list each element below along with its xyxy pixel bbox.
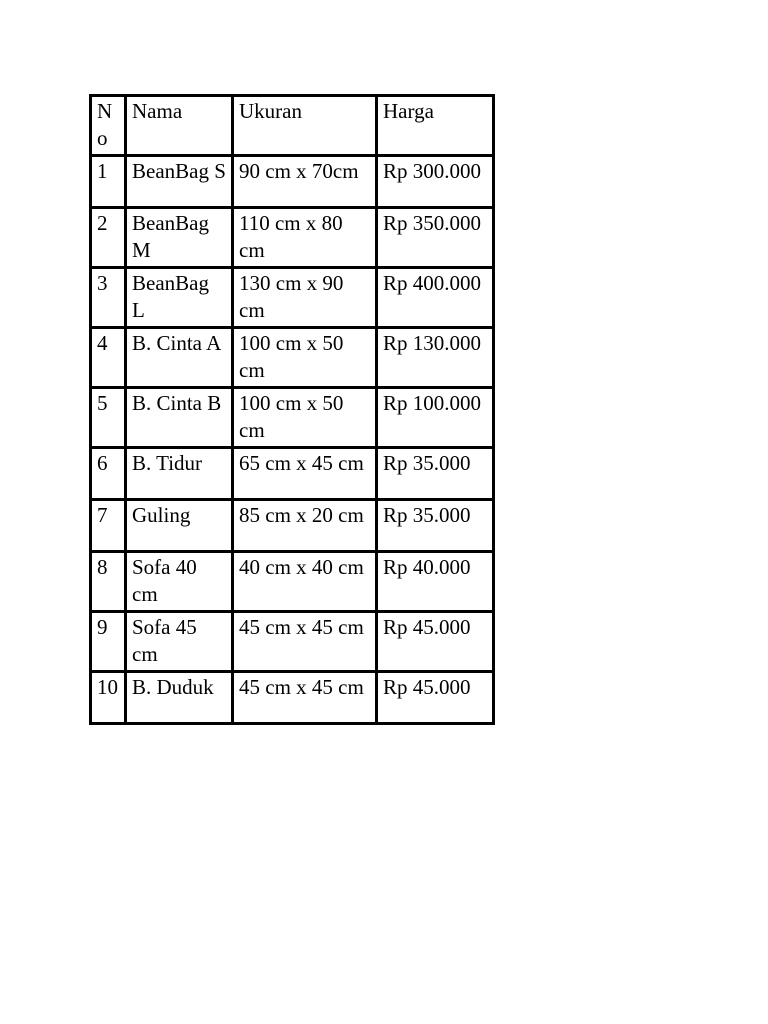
cell-nama: BeanBag L	[126, 268, 233, 328]
cell-no: 7	[91, 500, 126, 552]
cell-harga: Rp 400.000	[377, 268, 494, 328]
header-no: No	[91, 96, 126, 156]
cell-ukuran: 100 cm x 50 cm	[233, 388, 377, 448]
cell-nama: B. Cinta B	[126, 388, 233, 448]
cell-ukuran: 45 cm x 45 cm	[233, 612, 377, 672]
table-row	[91, 612, 494, 672]
cell-no: 8	[91, 552, 126, 612]
table-header-row	[91, 96, 494, 156]
table-row	[91, 208, 494, 268]
cell-ukuran: 90 cm x 70cm	[233, 156, 377, 208]
cell-nama: B. Cinta A	[126, 328, 233, 388]
cell-harga: Rp 40.000	[377, 552, 494, 612]
table-row	[91, 552, 494, 612]
cell-no: 1	[91, 156, 126, 208]
price-table	[89, 94, 495, 725]
header-harga: Harga	[377, 96, 494, 156]
header-nama: Nama	[126, 96, 233, 156]
cell-harga: Rp 100.000	[377, 388, 494, 448]
cell-no: 5	[91, 388, 126, 448]
cell-nama: B. Duduk	[126, 672, 233, 724]
table-row	[91, 448, 494, 500]
cell-ukuran: 85 cm x 20 cm	[233, 500, 377, 552]
cell-nama: BeanBag M	[126, 208, 233, 268]
cell-no: 6	[91, 448, 126, 500]
table-row	[91, 672, 494, 724]
cell-ukuran: 100 cm x 50 cm	[233, 328, 377, 388]
cell-harga: Rp 300.000	[377, 156, 494, 208]
cell-no: 2	[91, 208, 126, 268]
cell-ukuran: 130 cm x 90 cm	[233, 268, 377, 328]
cell-nama: Guling	[126, 500, 233, 552]
cell-harga: Rp 350.000	[377, 208, 494, 268]
cell-ukuran: 40 cm x 40 cm	[233, 552, 377, 612]
cell-ukuran: 45 cm x 45 cm	[233, 672, 377, 724]
table-row	[91, 268, 494, 328]
cell-no: 4	[91, 328, 126, 388]
cell-no: 10	[91, 672, 126, 724]
table-row	[91, 388, 494, 448]
cell-harga: Rp 130.000	[377, 328, 494, 388]
table-row	[91, 500, 494, 552]
cell-harga: Rp 35.000	[377, 500, 494, 552]
cell-ukuran: 65 cm x 45 cm	[233, 448, 377, 500]
cell-harga: Rp 45.000	[377, 672, 494, 724]
cell-nama: Sofa 40 cm	[126, 552, 233, 612]
cell-no: 3	[91, 268, 126, 328]
cell-harga: Rp 45.000	[377, 612, 494, 672]
cell-nama: BeanBag S	[126, 156, 233, 208]
cell-harga: Rp 35.000	[377, 448, 494, 500]
table-row	[91, 328, 494, 388]
cell-nama: B. Tidur	[126, 448, 233, 500]
table-row	[91, 156, 494, 208]
cell-no: 9	[91, 612, 126, 672]
cell-ukuran: 110 cm x 80 cm	[233, 208, 377, 268]
header-ukuran: Ukuran	[233, 96, 377, 156]
cell-nama: Sofa 45 cm	[126, 612, 233, 672]
